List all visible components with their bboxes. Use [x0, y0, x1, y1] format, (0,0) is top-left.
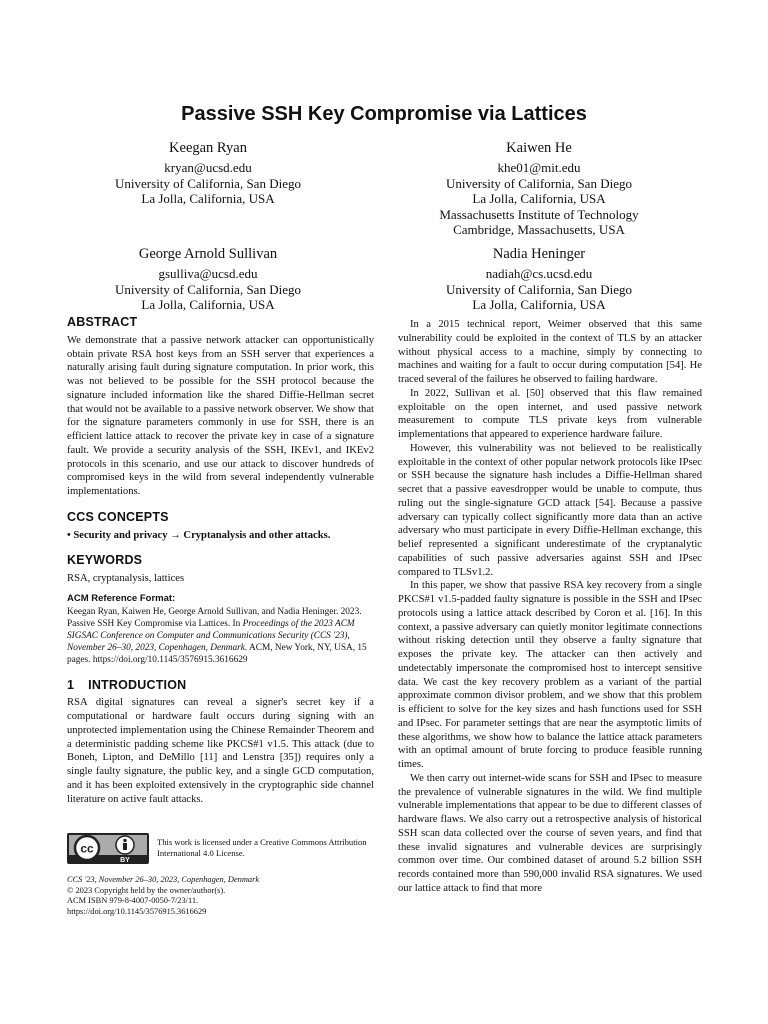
svg-text:cc: cc [80, 841, 94, 856]
left-column [67, 316, 374, 806]
author-block [379, 140, 699, 238]
reference-tail[interactable]: ACM, New York, NY, USA, 15 pages. https://doi.org/10.1145/3576915.3616629 [67, 643, 367, 666]
conference-line: CCS '23, November 26–30, 2023, Copenhagen, Denmark [67, 875, 260, 884]
author-email: kryan@ucsd.edu [164, 160, 252, 175]
right-column [398, 318, 702, 896]
author-email: nadiah@cs.ucsd.edu [485, 266, 593, 281]
author-email: khe01@mit.edu [497, 160, 581, 175]
author-block [379, 246, 699, 313]
abstract-text: We demonstrate that a passive network attacker can opportunistically obtain private RSA host keys from an SSH server that experiences a naturally arising fault during signature computation. In prior work, this was not believed to be possible for the SSH protocol because the signature included information like the shared Diffie-Hellman secret that would not be available to a passive network observer. We show that for the signature parameters commonly in use for SSH, there is an efficient lattice attack to recover the private key in case of a signature fault. We provide a security analysis of the SSH, IKEv1, and IKEv2 protocols in this scenario, and use our attack to discover hundreds of compromised keys in the wild from several independently vulnerable implementations. [67, 334, 374, 497]
copyright-footer [67, 875, 374, 917]
author-email: gsulliva@ucsd.edu [158, 266, 258, 281]
author-affiliation: University of California, San Diego [115, 175, 301, 191]
author-affiliation: University of California, San Diego [446, 281, 632, 297]
author-name: Nadia Heninger [492, 246, 586, 262]
introduction-paragraph: RSA digital signatures can reveal a signer's secret key if a computational or hardware fault occurs during signing with an unprotected implementation using the Chinese Remainder Theorem and a deterministic padding scheme like PKCS#1 v1.5. This attack (due to Boneh, Lipton, and DeMillo [11] and Lenstra [35]) requires only a single faulty signature, the public key, and a single GCD computation, and it has been exploited extensively in the cryptographic side channel literature on active fault attacks. [67, 697, 374, 805]
license-text: This work is licensed under a Creative Commons Attribution International 4.0 License. [157, 837, 367, 858]
author-affiliation: University of California, San Diego [446, 175, 632, 191]
author-location: La Jolla, California, USA [472, 297, 606, 312]
body-paragraph: In this paper, we show that passive RSA key recovery from a single PKCS#1 v1.5-padded faulty signature is possible in the SSH and IPsec protocols using a lattice attack described by Coron et al. [16]. In this context, a passive adversary can quietly monitor legitimate connections without risking detection until they observe a faulty signature that exposes the private key. The attacker can then actively and undetectably impersonate the compromised host to intercept sensitive data. We cast the key recovery problem as a variant of the partial approximate common divisor problem, and we show that this problem is efficient to solve for the key sizes and hash functions used for SSH and IPsec. For parameter settings that are near the asymptotic limits of these algorithms, we show how to balance the lattice attack parameters with an optimal amount of brute forcing to produce feasible running times. [398, 580, 702, 770]
ccs-concepts-heading: CCS CONCEPTS [67, 509, 169, 524]
author-name: Keegan Ryan [169, 140, 247, 156]
reference-format-heading: ACM Reference Format: [67, 592, 176, 604]
reference-authors: Keegan Ryan, Kaiwen He, George Arnold Sullivan, and Nadia Heninger. 2023. Passive SSH Key Compromise via Lattices. In [67, 606, 362, 629]
author-affiliation: Massachusetts Institute of Technology [439, 206, 639, 222]
author-location: La Jolla, California, USA [472, 191, 606, 206]
license-badge-label: BY [120, 857, 130, 864]
introduction-heading [67, 679, 374, 693]
reference-venue: Proceedings of the 2023 ACM SIGSAC Conference on Computer and Communications Security (CCS '23), November 26–30, 2023, Copenhagen, Denmark. [67, 618, 355, 654]
author-block [48, 140, 368, 207]
copyright-line: © 2023 Copyright held by the owner/author(s). [67, 885, 226, 895]
author-location: Cambridge, Massachusetts, USA [453, 222, 625, 237]
abstract-heading: ABSTRACT [67, 315, 138, 329]
doi-link[interactable]: https://doi.org/10.1145/3576915.3616629 [67, 906, 207, 916]
ccs-concepts-text: • Security and privacy → Cryptanalysis and other attacks. [67, 529, 331, 541]
section-title: INTRODUCTION [88, 677, 187, 692]
author-affiliation: University of California, San Diego [115, 281, 301, 297]
keywords-text: RSA, cryptanalysis, lattices [67, 573, 185, 584]
section-number: 1 [67, 677, 75, 692]
creative-commons-icon[interactable] [67, 833, 149, 864]
reference-format-text [67, 606, 374, 667]
author-block [48, 246, 368, 313]
body-paragraph: In a 2015 technical report, Weimer observed that this same vulnerability could be exploited in the context of TLS by an attacker without physical access to a machine, simply by connecting to machines and waiting for a fault to occur during computation [54]. He traced several of the failures he observed to failing hardware. [398, 319, 702, 385]
body-paragraph: In 2022, Sullivan et al. [50] observed that this flaw remained exploitable on the open internet, and used passive network measurement to compute TLS private keys from vulnerable implementations that appeared to experience hardware failure. [398, 387, 702, 440]
author-location: La Jolla, California, USA [141, 297, 275, 312]
license-block [67, 831, 374, 865]
keywords-heading: KEYWORDS [67, 553, 143, 568]
body-paragraph: However, this vulnerability was not believed to be realistically exploitable in the context of other popular network protocols like IPsec or SSH because the signature hash includes a Diffie-Hellman shared secret that a passive eavesdropper would be unable to compute, thus ruling out the single-signature GCD attack [54]. Because a passive adversary can typically collect significantly more data than an active adversary who must participate in every Diffie-Hellman exchange, this belief represented a significant underestimate of the cryptanalytic capabilities of such passive adversaries against SSH and IPsec compared to TLSv1.2. [398, 442, 702, 578]
author-name: George Arnold Sullivan [138, 246, 278, 262]
paper-title: Passive SSH Key Compromise via Lattices [181, 103, 587, 125]
author-location: La Jolla, California, USA [141, 191, 275, 206]
author-name: Kaiwen He [506, 140, 572, 156]
isbn-line: ACM ISBN 979-8-4007-0050-7/23/11. [67, 896, 199, 906]
body-paragraph: We then carry out internet-wide scans for SSH and IPsec to measure the prevalence of vulnerable signatures in the wild. We find multiple vulnerable implementations that appear to be due to different classes of hardware flaws. We also carry out a retrospective analysis of historical SSH scan data collected over the course of seven years, and find that these invalid signatures and vulnerable devices are surprisingly common over time. Our combined dataset of around 5.2 billion SSH records contained more than 590,000 invalid RSA signatures. We used our lattice attack to find that more [398, 772, 702, 894]
